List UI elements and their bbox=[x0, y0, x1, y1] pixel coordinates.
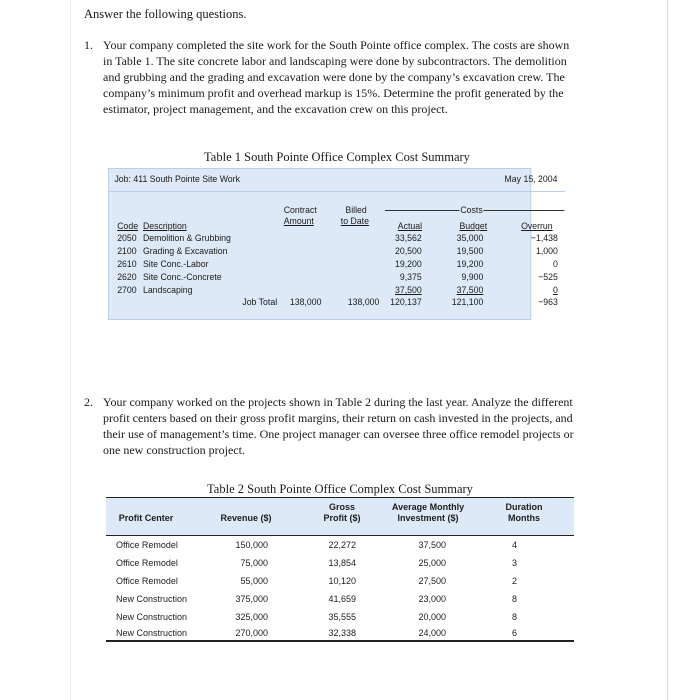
table-2-caption: Table 2 South Pointe Office Complex Cost Summary bbox=[207, 482, 473, 496]
row-description: Grading & Excavation bbox=[142, 246, 228, 257]
col-profit-center: Profit Center bbox=[118, 513, 174, 523]
row-code: 2610 bbox=[117, 259, 137, 270]
table-1 bbox=[108, 168, 558, 320]
row-budget: 19,200 bbox=[456, 259, 484, 270]
row-actual: 20,500 bbox=[394, 246, 422, 257]
row-code: 2050 bbox=[117, 233, 137, 244]
row-center: New Construction bbox=[116, 594, 188, 604]
row-profit: 35,555 bbox=[328, 612, 356, 622]
row-center: Office Remodel bbox=[116, 576, 178, 586]
row-center: Office Remodel bbox=[116, 540, 178, 550]
row-investment: 27,500 bbox=[418, 576, 446, 586]
row-revenue: 325,000 bbox=[235, 612, 268, 622]
table-1-job: Job: 411 South Pointe Site Work bbox=[114, 174, 240, 185]
intro-text: Answer the following questions. bbox=[84, 7, 247, 21]
row-months: 6 bbox=[512, 628, 518, 638]
table-2-bottom-rule bbox=[106, 640, 574, 642]
total-contract: 138,000 bbox=[289, 297, 322, 308]
question-2-text: Your company worked on the projects shown in Table 2 during the last year. Analyze the different profit centers based on their gross profit margins, their return on cash invested in the projects, and their use of management’s time. One project manager can oversee three office remodel projects or one new construction project. bbox=[103, 395, 574, 457]
row-overrun: 1,000 bbox=[536, 246, 558, 257]
col-actual: Actual bbox=[397, 221, 423, 232]
row-description: Site Conc.-Concrete bbox=[142, 272, 222, 283]
row-investment: 37,500 bbox=[418, 540, 446, 550]
col-billed-bottom: to Date bbox=[340, 216, 369, 227]
row-profit: 10,120 bbox=[328, 576, 356, 586]
row-revenue: 270,000 bbox=[235, 628, 268, 638]
question-2 bbox=[84, 394, 584, 460]
row-budget: 35,000 bbox=[456, 233, 484, 244]
row-center: Office Remodel bbox=[116, 558, 178, 568]
row-center: New Construction bbox=[116, 612, 188, 622]
row-revenue: 150,000 bbox=[235, 540, 268, 550]
total-billed: 138,000 bbox=[347, 297, 380, 308]
row-profit: 41,659 bbox=[328, 594, 356, 604]
row-actual: 37,500 bbox=[394, 285, 422, 296]
row-revenue: 375,000 bbox=[235, 594, 268, 604]
total-actual: 120,137 bbox=[390, 297, 422, 308]
row-code: 2100 bbox=[117, 246, 137, 257]
col-contract-bottom: Amount bbox=[283, 216, 314, 227]
col-gross-profit: Gross Profit ($) bbox=[323, 502, 361, 523]
row-revenue: 55,000 bbox=[240, 576, 268, 586]
page-left-edge bbox=[70, 0, 71, 700]
row-actual: 19,200 bbox=[394, 259, 422, 270]
row-profit: 32,338 bbox=[328, 628, 356, 638]
total-overrun: −963 bbox=[538, 297, 558, 308]
row-investment: 24,000 bbox=[418, 628, 446, 638]
total-budget: 121,100 bbox=[451, 297, 484, 308]
question-2-number: 2. bbox=[84, 395, 93, 409]
row-revenue: 75,000 bbox=[240, 558, 268, 568]
row-profit: 13,854 bbox=[328, 558, 356, 568]
page-right-edge bbox=[667, 0, 668, 700]
col-code: Code bbox=[117, 221, 139, 232]
row-description: Landscaping bbox=[142, 285, 193, 296]
row-investment: 23,000 bbox=[418, 594, 446, 604]
row-actual: 33,562 bbox=[394, 233, 422, 244]
row-overrun: −1,438 bbox=[530, 233, 558, 244]
row-description: Site Conc.-Labor bbox=[142, 259, 209, 270]
row-center: New Construction bbox=[116, 628, 188, 638]
col-billed-top: Billed bbox=[345, 205, 367, 216]
row-months: 2 bbox=[512, 576, 518, 586]
col-budget: Budget bbox=[459, 221, 488, 232]
col-avg-monthly-investment: Average Monthly Investment ($) bbox=[391, 502, 465, 523]
row-months: 8 bbox=[512, 594, 518, 604]
col-overrun: Overrun bbox=[521, 221, 553, 232]
row-overrun: −525 bbox=[538, 272, 558, 283]
total-label: Job Total bbox=[242, 297, 278, 308]
question-1-text: Your company completed the site work for the South Pointe office complex. The costs are shown in Table 1. The site concrete labor and landscaping were done by subcontractors. The demolition and grubbing and the grading and excavation were done by the company’s excavation crew. The company’s minimum profit and overhead markup is 15%. Determine the profit generated by the estimator, project management, and the excavation crew on this project. bbox=[103, 38, 570, 116]
col-duration: Duration Months bbox=[505, 502, 543, 523]
table-1-caption: Table 1 South Pointe Office Complex Cost Summary bbox=[204, 150, 470, 164]
row-months: 3 bbox=[512, 558, 518, 568]
row-code: 2700 bbox=[117, 285, 137, 296]
row-months: 4 bbox=[512, 540, 518, 550]
row-overrun: 0 bbox=[553, 259, 558, 270]
row-investment: 25,000 bbox=[418, 558, 446, 568]
question-1 bbox=[84, 37, 584, 137]
table-1-date: May 15, 2004 bbox=[504, 174, 558, 185]
row-budget: 9,900 bbox=[461, 272, 484, 283]
row-actual: 9,375 bbox=[399, 272, 422, 283]
col-description: Description bbox=[142, 221, 187, 232]
col-contract-top: Contract bbox=[283, 205, 317, 216]
row-investment: 20,000 bbox=[418, 612, 446, 622]
row-budget: 37,500 bbox=[456, 285, 484, 296]
row-budget: 19,500 bbox=[456, 246, 484, 257]
row-months: 8 bbox=[512, 612, 518, 622]
row-description: Demolition & Grubbing bbox=[142, 233, 231, 244]
question-1-number: 1. bbox=[84, 38, 93, 52]
row-profit: 22,272 bbox=[328, 540, 356, 550]
table-2 bbox=[106, 497, 574, 643]
row-code: 2620 bbox=[117, 272, 137, 283]
col-revenue: Revenue ($) bbox=[220, 513, 272, 523]
row-overrun: 0 bbox=[553, 285, 558, 296]
col-costs: Costs bbox=[460, 205, 483, 216]
